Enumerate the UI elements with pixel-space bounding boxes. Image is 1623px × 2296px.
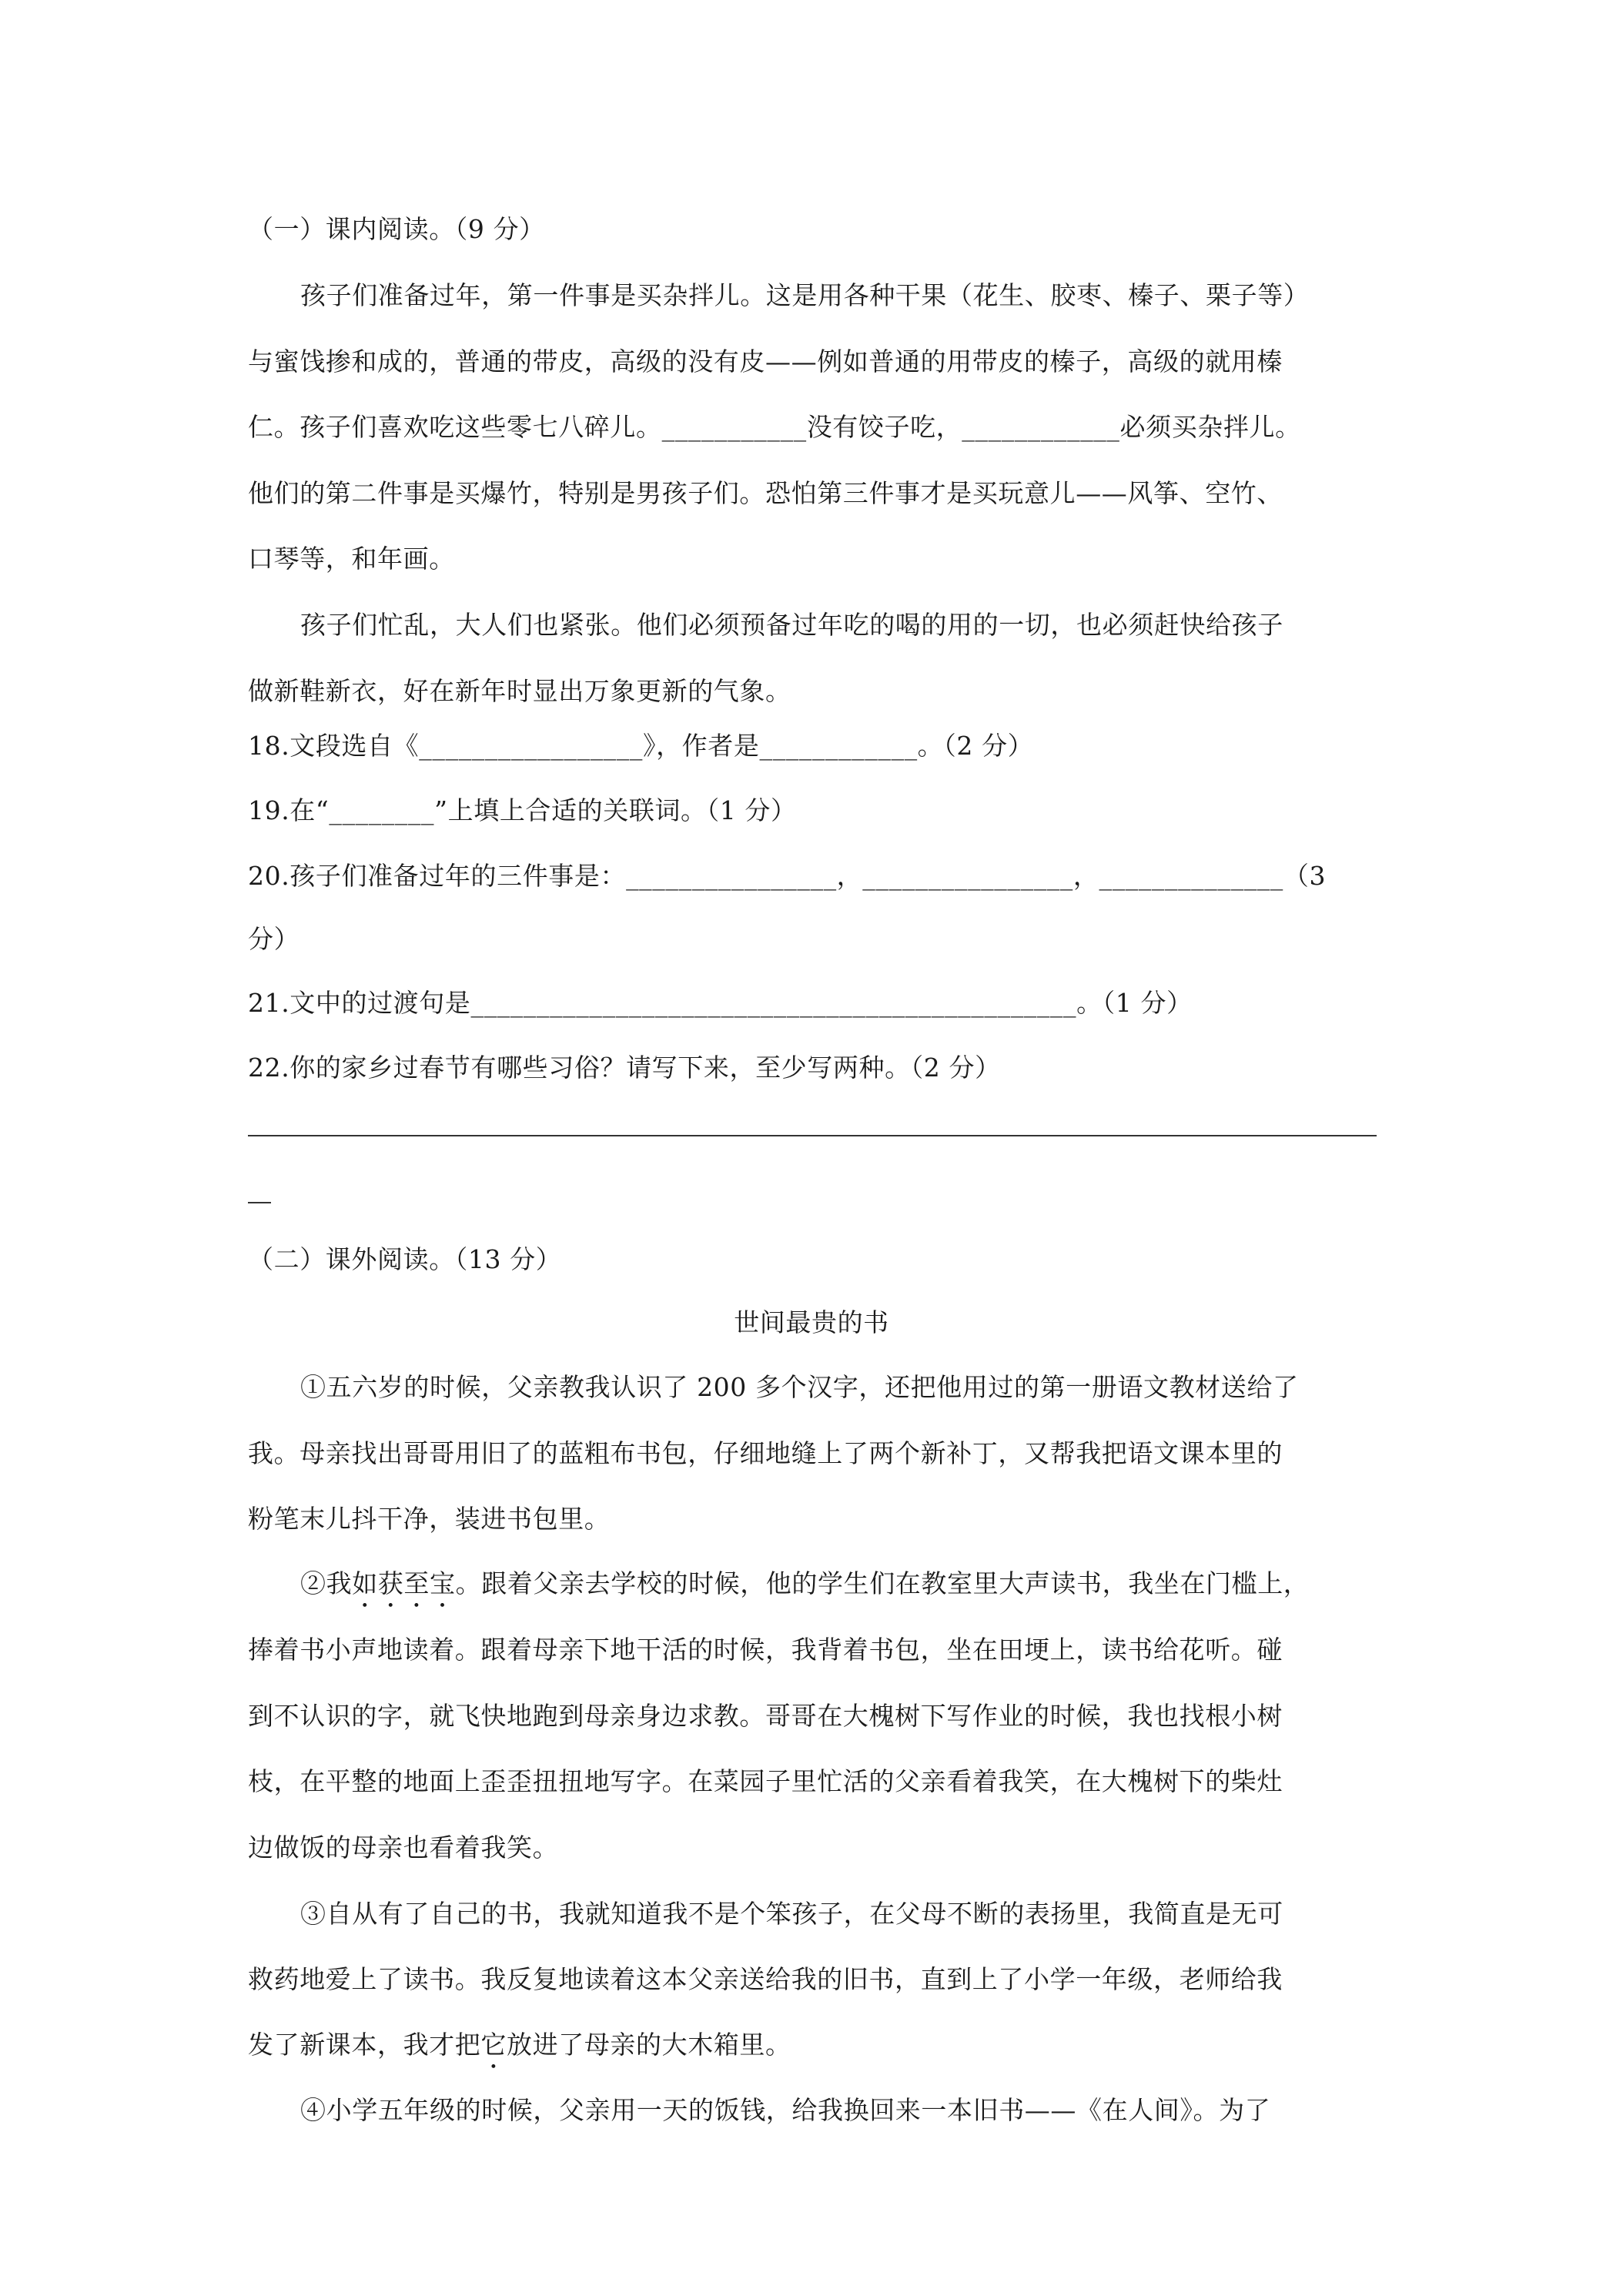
dotted-word: 它	[480, 2030, 507, 2060]
passage1-line: 孩子们准备过年，第一件事是买杂拌儿。这是用各种干果（花生、胶枣、榛子、栗子等）	[300, 280, 1310, 310]
question-19: 19.在“________”上填上合适的关联词。（1 分）	[248, 795, 797, 825]
passage1-line: 孩子们忙乱，大人们也紧张。他们必须预备过年吃的喝的用的一切，也必须赶快给孩子	[300, 610, 1283, 640]
passage2-title: 世间最贵的书	[734, 1307, 889, 1337]
passage1-line: 做新鞋新衣，好在新年时显出万象更新的气象。	[248, 676, 791, 706]
question-21: 21.文中的过渡句是______________________________________________。（1 分）	[248, 988, 1193, 1018]
passage2-line: 到不认识的字，就飞快地跑到母亲身边求教。哥哥在大槐树下写作业的时候，我也找根小树	[248, 1701, 1283, 1731]
passage2-line	[300, 1567, 1309, 1614]
passage2-line: 枝，在平整的地面上歪歪扭扭地写字。在菜园子里忙活的父亲看着我笑，在大槐树下的柴灶	[248, 1766, 1283, 1796]
dotted-phrase: 如获至宝	[352, 1568, 456, 1598]
text-segment: 发了新课本，我才把	[248, 2030, 481, 2060]
passage2-line: ④小学五年级的时候，父亲用一天的饭钱，给我换回来一本旧书——《在人间》。为了	[300, 2095, 1271, 2125]
passage2-line: ③自从有了自己的书，我就知道我不是个笨孩子，在父母不断的表扬里，我简直是无可	[300, 1899, 1283, 1929]
question-20-cont: 分）	[248, 924, 300, 954]
text-segment: ②我	[300, 1568, 353, 1598]
answer-line	[248, 1135, 1377, 1136]
passage2-line: 捧着书小声地读着。跟着母亲下地干活的时候，我背着书包，坐在田埂上，读书给花听。碰	[248, 1635, 1283, 1665]
question-22: 22.你的家乡过春节有哪些习俗？请写下来，至少写两种。（2 分）	[248, 1053, 1001, 1083]
passage1-line: 与蜜饯掺和成的，普通的带皮，高级的没有皮——例如普通的用带皮的榛子，高级的就用榛	[248, 346, 1283, 377]
passage2-line: 边做饭的母亲也看着我笑。	[248, 1832, 559, 1863]
question-20: 20.孩子们准备过年的三件事是：________________，________________，______________（3	[248, 861, 1327, 891]
passage2-line	[248, 2028, 791, 2075]
text-segment: 放进了母亲的大木箱里。	[507, 2030, 791, 2060]
passage2-line: 救药地爱上了读书。我反复地读着这本父亲送给我的旧书，直到上了小学一年级，老师给我	[248, 1964, 1283, 1994]
section1-heading: （一）课内阅读。（9 分）	[248, 214, 545, 244]
question-18: 18.文段选自《_________________》，作者是____________。（2 分）	[248, 731, 1034, 761]
passage1-line: 仁。孩子们喜欢吃这些零七八碎儿。___________没有饺子吃，____________必须买杂拌儿。	[248, 412, 1301, 442]
passage2-line: 我。母亲找出哥哥用旧了的蓝粗布书包，仔细地缝上了两个新补丁，又帮我把语文课本里的	[248, 1438, 1283, 1468]
section2-heading: （二）课外阅读。（13 分）	[248, 1244, 562, 1274]
passage2-line: ①五六岁的时候，父亲教我认识了 200 多个汉字，还把他用过的第一册语文教材送给了	[300, 1372, 1299, 1402]
passage1-line: 口琴等，和年画。	[248, 544, 455, 574]
passage1-line: 他们的第二件事是买爆竹，特别是男孩子们。恐怕第三件事才是买玩意儿——风筝、空竹、	[248, 478, 1283, 508]
answer-line-end	[248, 1202, 271, 1203]
passage2-line: 粉笔末儿抖干净，装进书包里。	[248, 1504, 611, 1534]
text-segment: 。跟着父亲去学校的时候，他的学生们在教室里大声读书，我坐在门槛上，	[455, 1568, 1310, 1598]
